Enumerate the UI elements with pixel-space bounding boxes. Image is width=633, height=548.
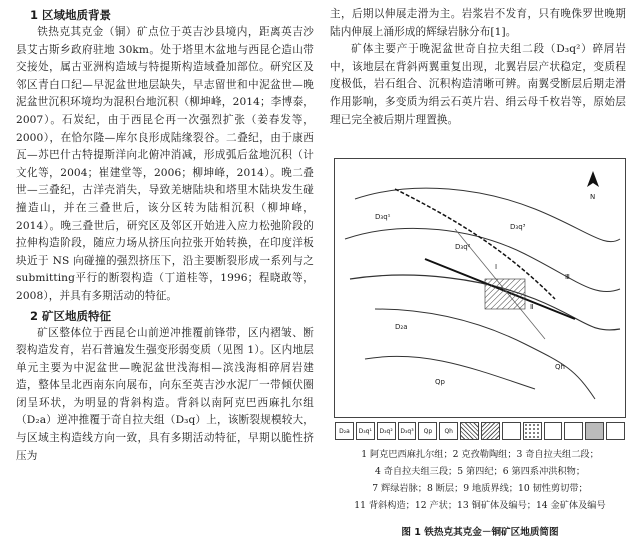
north-label: N: [590, 193, 596, 201]
legend-swatch-10: [523, 422, 542, 440]
section1-heading: 1 区域地质背景: [30, 8, 112, 22]
geological-map-svg: [335, 159, 625, 417]
ore-paragraph: 矿体主要产于晚泥盆世奇自拉夫组二段（D₃q²）碎屑岩中，该地层在背斜两翼重复出现，北翼岩层产状稳定，变质程度极低，岩石组合、沉积构造清晰可辨。南翼受断层后期走滑作用影响，多变质为绢云石英片岩、绢云母千枚岩等，原始层理已完全被后期片理置换。: [330, 43, 626, 126]
ore-paragraph-top: 主，后期以伸展走滑为主。岩浆岩不发育，只有晚侏罗世晚期陆内伸展上涌形成的辉绿岩脉分布[1]。: [330, 8, 626, 38]
legend-caption-line-1: 1 阿克巴西麻扎尔组；2 克孜勒陶组；3 奇自拉夫组二段；: [361, 449, 599, 460]
left-column: [0, 0, 318, 465]
section2-paragraph: 矿区整体位于西昆仑山前逆冲推覆前锋带，区内褶皱、断裂构造发育，岩石普遍发生强变形弱变质（见图 1）。区内地层单元主要为中泥盆世—晚泥盆世浅海相—滨浅海相碎屑岩建造，整体呈北西南东向展布，向东至英吉沙水泥厂一带倾伏圈闭呈环状，为明显的背斜构造。背斜以南阿克巴西麻扎尔组（D₂a）逆冲推覆于奇自拉夫组（D₃q）上，该断裂规模较大，与区域主构造线方向一致，具有多期活动特征，早期以脆性挤压为: [16, 326, 314, 462]
legend-swatch-12: [564, 422, 583, 440]
map-label-9: Ⅲ: [565, 273, 570, 281]
map-label-6: Qp: [435, 378, 445, 386]
legend-swatch-2: D₃q¹: [356, 422, 375, 440]
map-label-5: Qh: [555, 363, 565, 371]
map-label-3: D₃q³: [510, 223, 526, 231]
legend-caption-line-2: 4 奇自拉夫组三段；5 第四纪；6 第四系冲洪积物；: [374, 466, 586, 477]
section2-heading: 2 矿区地质特征: [30, 308, 112, 323]
legend-caption-line-3: 7 辉绿岩脉；8 断层；9 地质界线；10 韧性剪切带；: [372, 483, 588, 494]
legend-swatch-8: [481, 422, 500, 440]
map-label-2: D₃q²: [455, 243, 471, 251]
map-label-7: Ⅰ: [495, 263, 498, 271]
north-arrow-icon: [587, 171, 599, 187]
legend-swatch-4: D₃q³: [398, 422, 417, 440]
map-label-4: D₂a: [395, 323, 408, 331]
legend-caption: [334, 446, 626, 514]
legend-swatch-1: D₂a: [335, 422, 354, 440]
map-label-1: D₃q¹: [375, 213, 391, 221]
figure-title: 图 1 铁热克其克金－铜矿区地质简图: [401, 527, 559, 538]
map-legend: [334, 420, 626, 442]
legend-swatch-9: [502, 422, 521, 440]
section1-paragraph: 铁热克其克金（铜）矿点位于英吉沙县境内，距离英吉沙县艾古斯乡政府驻地 30km。处于塔里木盆地与西昆仑造山带交接处，属古亚洲构造域与特提斯构造域叠加部位。研究区及邻区青白口纪—早泥盆世地层缺失，早志留世和中泥盆世—晚泥盆世沉积环境均为混积台地沉积（柳坤峰，2014；李博泰，2007）。石炭纪，由于西昆仑再一次强烈扩张（姜春发等，2000），在恰尔隆—库尔良形成陆缘裂谷。二叠纪，由于康西瓦—苏巴什古特提斯洋向北俯冲消减，形成弧后盆地沉积（计文化等，2004；崔建堂等，2006；柳坤峰，2014）。晚二叠世—三叠纪，古洋壳消失，导致羌塘陆块和塔里木陆块发生碰撞造山，并在三叠世后，该分区转为陆相沉积（柳坤峰，2014）。晚三叠世后，研究区及邻区开始进入应力松弛阶段的拉伸构造阶段，随应力场从挤压向拉张开始转换，在印度洋板块近于 NS 向碰撞的强烈挤压下，沿主要断裂形成一系列与之submitting平行的断裂构造（丁道桂等，1996；程晓敢等，2008），并具有多期活动的特征。: [16, 26, 314, 302]
map-label-8: Ⅱ: [530, 303, 534, 311]
legend-caption-line-4: 11 背斜构造；12 产状；13 铜矿体及编号；14 金矿体及编号: [354, 500, 606, 511]
legend-swatch-11: [544, 422, 563, 440]
geological-map: [334, 158, 626, 418]
right-column: [330, 0, 626, 129]
legend-swatch-7: [460, 422, 479, 440]
legend-swatch-14: [606, 422, 625, 440]
legend-swatch-5: Qp: [418, 422, 437, 440]
legend-swatch-13: [585, 422, 604, 440]
legend-swatch-3: D₃q²: [377, 422, 396, 440]
legend-swatch-6: Qh: [439, 422, 458, 440]
